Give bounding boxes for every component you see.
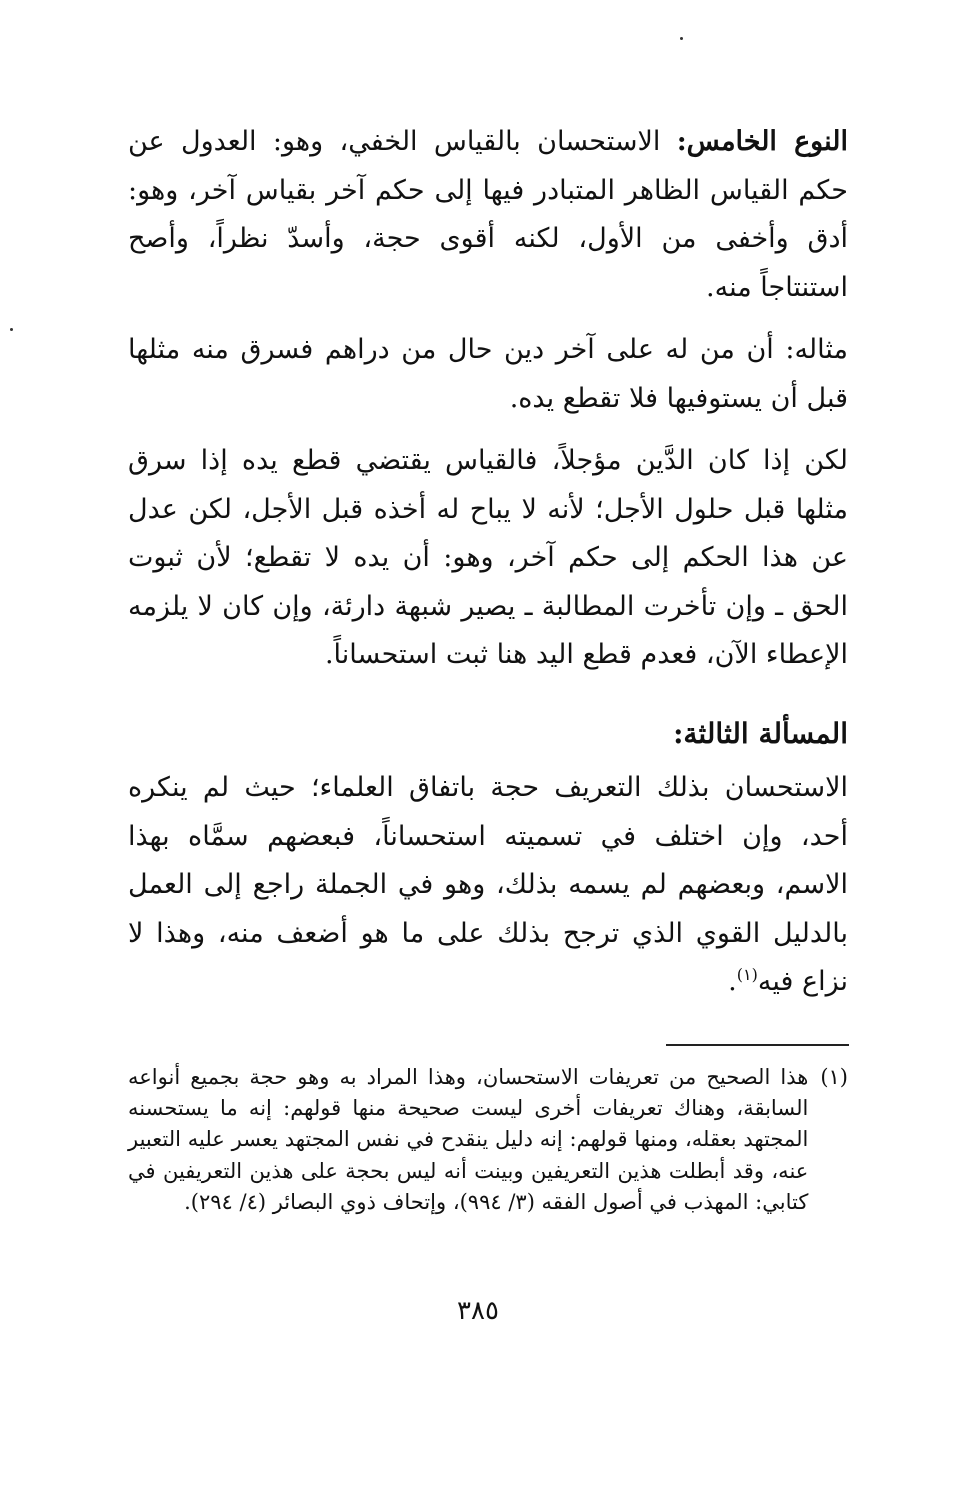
footnotes bbox=[128, 1062, 848, 1218]
scan-speck bbox=[10, 328, 13, 331]
footnote-marker: (١) bbox=[820, 1065, 848, 1089]
main-text bbox=[128, 118, 848, 1021]
footnote-text: هذا الصحيح من تعريفات الاستحسان، وهذا المراد به وهو حجة بجميع أنواعه السابقة، وهناك تعريفات أخرى ليست صحيحة منها قولهم: إنه ما يستحسنه المجتهد بعقله، ومنها قولهم: إنه دليل ينقدح في نفس المجتهد يعسر عليه التعبير عنه، وقد أبطلت هذين التعريفين وبينت أنه ليس بحجة على هذين التعريفين في كتابي: المهذب في أصول الفقه (٣/ ٩٩٤)، وإتحاف ذوي البصائر (٤/ ٢٩٤). bbox=[128, 1065, 809, 1214]
paragraph-example bbox=[128, 326, 848, 423]
footnote-item bbox=[128, 1062, 848, 1218]
footnote-reference[interactable]: (١) bbox=[736, 965, 758, 984]
paragraph-lead: النوع الخامس: bbox=[676, 126, 849, 157]
footnote-separator bbox=[666, 1044, 849, 1046]
paragraph-explanation bbox=[128, 437, 848, 680]
paragraph-section-three bbox=[128, 764, 848, 1007]
page-number: ٣٨٥ bbox=[457, 1296, 499, 1326]
scan-speck bbox=[680, 37, 683, 40]
paragraph-text: الاستحسان بذلك التعريف حجة باتفاق العلماء؛ حيث لم ينكره أحد، وإن اختلف في تسميته استحساناً، فبعضهم سمَّاه بهذا الاسم، وبعضهم لم يسمه بذلك، وهو في الجملة راجع إلى العمل بالدليل القوي الذي ترجح بذلك على ما هو أضعف منه، وهذا لا نزاع فيه bbox=[128, 772, 848, 997]
section-heading: المسألة الثالثة: bbox=[673, 716, 848, 750]
paragraph-text: مثاله: أن من له على آخر دين حال من دراهم فسرق منه مثلها قبل أن يستوفيها فلا تقطع يده. bbox=[128, 334, 848, 414]
paragraph-text: الاستحسان بالقياس الخفي، وهو: العدول عن حكم القياس الظاهر المتبادر فيها إلى حكم آخر بقياس آخر، وهو: أدق وأخفى من الأول، لكنه أقوى حجة، وأسدّ نظراً، وأصح استنتاجاً منه. bbox=[128, 126, 848, 303]
paragraph-text: لكن إذا كان الدَّين مؤجلاً، فالقياس يقتضي قطع يده إذا سرق مثلها قبل حلول الأجل؛ لأنه لا يباح له أخذه قبل الأجل، لكن عدل عن هذا الحكم إلى حكم آخر، وهو: أن يده لا تقطع؛ لأن ثبوت الحق ـ وإن تأخرت المطالبة ـ يصير شبهة دارئة، وإن كان لا يلزمه الإعطاء الآن، فعدم قطع اليد هنا ثبت استحساناً. bbox=[128, 445, 848, 670]
paragraph-fifth-type bbox=[128, 118, 848, 312]
paragraph-end: . bbox=[728, 966, 737, 997]
